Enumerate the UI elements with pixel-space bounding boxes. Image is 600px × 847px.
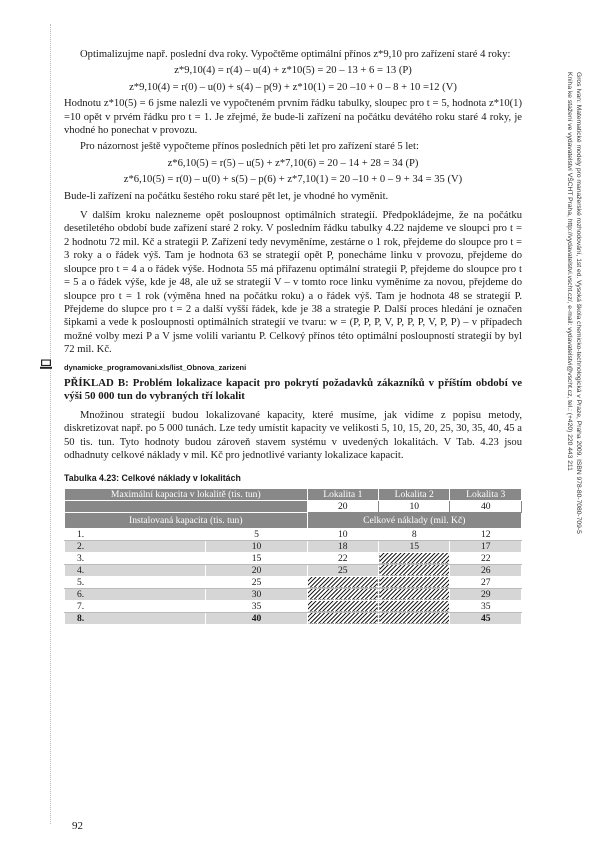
cell-n: 6. <box>65 588 206 600</box>
equation-1: z*9,10(4) = r(4) – u(4) + z*10(5) = 20 – 13 + 6 = 13 (P) <box>174 65 412 77</box>
page-number: 92 <box>72 820 83 832</box>
cell-cap: 35 <box>206 600 307 612</box>
cell-l3: 17 <box>450 540 522 552</box>
file-reference[interactable] <box>64 361 522 374</box>
total-costs-label: Celkové náklady (mil. Kč) <box>307 512 521 528</box>
costs-table <box>64 488 522 625</box>
cell-l3: 45 <box>450 612 522 624</box>
table-row <box>65 588 522 600</box>
max-cap-1: 20 <box>307 500 378 512</box>
cell-l2 <box>379 600 450 612</box>
example-title: PŘÍKLAD B: Problém lokalizace kapacit pro pokrytí požadavků zákazníků v příštím období ve výši 50 000 tun do vybraných tří lokalit <box>64 376 522 402</box>
table-row <box>65 612 522 624</box>
cell-l2: 8 <box>379 528 450 540</box>
table-row <box>65 552 522 564</box>
cell-cap: 25 <box>206 576 307 588</box>
computer-icon <box>40 359 52 369</box>
cell-l2 <box>379 588 450 600</box>
table-row <box>65 540 522 552</box>
max-cap-3: 40 <box>450 500 522 512</box>
cell-l3: 12 <box>450 528 522 540</box>
cell-n: 7. <box>65 600 206 612</box>
page-margin-line <box>50 24 52 824</box>
cell-l2 <box>379 612 450 624</box>
location-3-header: Lokalita 3 <box>450 488 522 500</box>
cell-cap: 10 <box>206 540 307 552</box>
cell-n: 8. <box>65 612 206 624</box>
cell-l2 <box>379 564 450 576</box>
cell-l1: 25 <box>307 564 378 576</box>
table-row <box>65 576 522 588</box>
table-row <box>65 600 522 612</box>
equation-3: z*6,10(5) = r(5) – u(5) + z*7,10(6) = 20 – 14 + 28 = 34 (P) <box>167 157 419 169</box>
cell-l1: 18 <box>307 540 378 552</box>
paragraph-6: Množinou strategií budou lokalizované kapacity, které musíme, jak vidíme z popisu metody, diskretizovat např. po 5 000 tunách. Lze tedy umístit kapacity ve velikosti 5, 10, 15, 20, 25, 30, 35, 40, 45 a 50 tis. tun. Tyto hodnoty budou zároveň stavem systému v uvedených lokalitách. V Tab. 4.23 jsou odhadnuty celkové náklady v mil. Kč pro jednotlivé varianty lokalizace kapacit. <box>64 409 522 462</box>
file-reference-text: dynamicke_programovani.xls/list_Obnova_zarizeni <box>64 362 247 372</box>
cell-l3: 22 <box>450 552 522 564</box>
cell-n: 3. <box>65 552 206 564</box>
cell-n: 2. <box>65 540 206 552</box>
citation-line-1: Gros Ivan: Matematické modely pro manažerské rozhodování, 1st ed. Vysoká škola chemicko-technologická v Praze, Praha 2009. ISBN 978-80-7080-709-5 <box>575 72 582 534</box>
cell-l2 <box>379 576 450 588</box>
table-row <box>65 528 522 540</box>
cell-l1 <box>307 588 378 600</box>
paragraph-1: Optimalizujme např. poslední dva roky. Vypočtěme optimální přínos z*9,10 pro zařízení staré 4 roky: <box>80 49 511 60</box>
cell-l3: 27 <box>450 576 522 588</box>
cell-l3: 26 <box>450 564 522 576</box>
location-2-header: Lokalita 2 <box>379 488 450 500</box>
cell-cap: 5 <box>206 528 307 540</box>
cell-n: 1. <box>65 528 206 540</box>
table-row <box>65 564 522 576</box>
citation-sidebar <box>556 72 600 772</box>
cell-n: 5. <box>65 576 206 588</box>
paragraph-5: V dalším kroku nalezneme opět posloupnost optimálních strategií. Předpokládejme, že na počátku desetiletého období bude zařízení staré 2 roky. V posledním řádku tabulky 4.22 najdeme ve sloupci pro t = 2 hodnotu 72 mil. Kč a strategii P. Zařízení tedy nevyměníme, zestárne o 1 rok, přejdeme do sloupce pro t = 3 roky a o řádek výš. Tam je hodnota 63 se strategií opět P, ponecháme linku v provozu, přejdeme do sloupce pro t = 4 a o řádek výše. Hodnota 55 má přiřazenu optimální strategii P, přejdeme do sloupce pro t = 5 a o řádek výše, kde je 48, ale už se strategií V – v tomto roce linku vyměníme za novou, přejdeme do sloupce pro t = 1 rok (výměna hned na počátku roku) a o řádek výš. Tam je hodnota 48 se strategií P. Přejdeme do slupce pro t = 2 a další vyšší řádek, kde je 38 a strategie P. Další proces hledání je označen šipkami a vede k posloupnosti optimálních strategií ve tvaru: w = (P, P, P, V, P, P, P, V, P, P) – v případech možné volby mezi P a V jsme volili variantu P. Celkový přínos této optimální posloupností strategií by byl 72 mil. Kč. <box>64 210 522 356</box>
cell-l1 <box>307 576 378 588</box>
paragraph-4: Bude-li zařízení na počátku šestého roku staré pět let, je vhodné ho vyměnit. <box>64 190 389 202</box>
equation-2: z*9,10(4) = r(0) – u(0) + s(4) – p(9) + z*10(1) = 20 –10 + 0 – 8 + 10 =12 (V) <box>129 81 457 93</box>
table-caption: Tabulka 4.23: Celkové náklady v lokalitách <box>64 472 241 483</box>
cell-cap: 40 <box>206 612 307 624</box>
installed-capacity-label: Instalovaná kapacita (tis. tun) <box>65 512 308 528</box>
cell-l1: 22 <box>307 552 378 564</box>
cell-cap: 30 <box>206 588 307 600</box>
cell-l2 <box>379 552 450 564</box>
paragraph-2: Hodnotu z*10(5) = 6 jsme nalezli ve vypočteném prvním řádku tabulky, sloupec pro t = 5, hodnota z*10(1) =10 opět v prvém řádku pro t = 1. Je zřejmé, že bude-li zařízení na počátku devátého roku staré 4 roky, je vhodné ho ponechat v provozu. <box>64 98 522 137</box>
cell-l1 <box>307 600 378 612</box>
page-content <box>64 48 522 625</box>
cell-cap: 20 <box>206 564 307 576</box>
equation-4: z*6,10(5) = r(0) – u(0) + s(5) – p(6) + z*7,10(1) = 20 –10 + 0 – 9 + 34 = 35 (V) <box>123 174 463 186</box>
max-cap-2: 10 <box>379 500 450 512</box>
max-capacity-label: Maximální kapacita v lokalitě (tis. tun) <box>65 488 308 500</box>
cell-l1 <box>307 612 378 624</box>
citation-line-2: Kniha ke stažení ve vydavatelství VŠCHT Praha, http://vydavatelstvi.vscht.cz/, e-mail: vydavatelstvi@vscht.cz, tel.: (+420) 220 443 211 <box>566 72 573 471</box>
location-1-header: Lokalita 1 <box>307 488 378 500</box>
cell-n: 4. <box>65 564 206 576</box>
paragraph-3: Pro názornost ještě vypočteme přínos posledních pěti let pro zařízení staré 5 let: <box>80 141 419 153</box>
cell-l2: 15 <box>379 540 450 552</box>
cell-l1: 10 <box>307 528 378 540</box>
cell-l3: 35 <box>450 600 522 612</box>
cell-l3: 29 <box>450 588 522 600</box>
cell-cap: 15 <box>206 552 307 564</box>
